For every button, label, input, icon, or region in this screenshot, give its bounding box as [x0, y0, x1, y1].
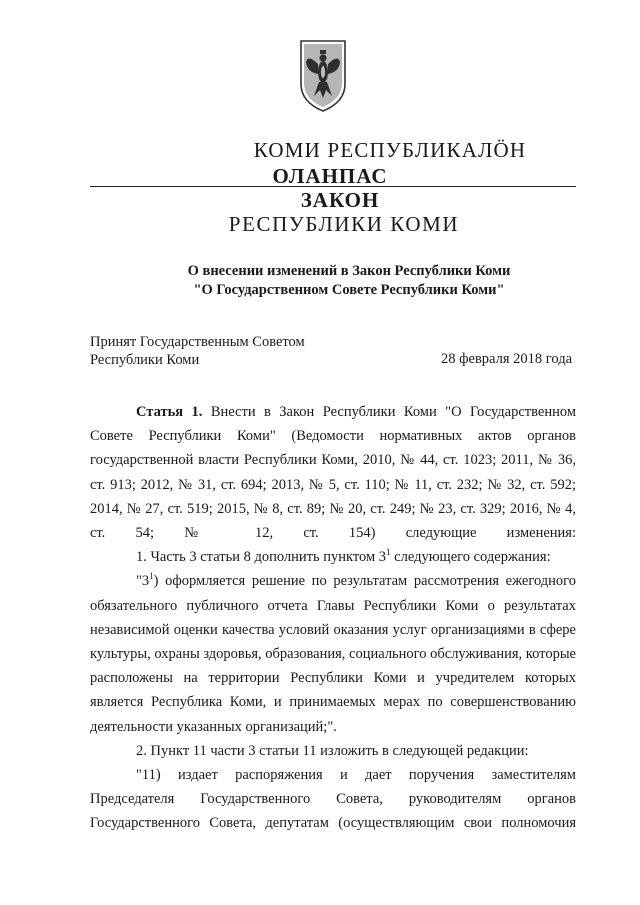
superscript: 1: [149, 571, 154, 582]
law-word: ЗАКОН: [300, 188, 380, 212]
coat-of-arms-icon: [298, 38, 348, 114]
amendment-item-1: [90, 545, 576, 569]
article-1-paragraph: [90, 400, 576, 545]
article-1-text: Внести в Закон Республики Коми "О Государственном Совете Республики Коми" (Ведомости нормативных актов органов государственной власти Республики Коми, 2010, № 44, ст. 1023; 2011, № 36, ст. 913; 2012, № 31, ст. 694; 2013, № 5, ст. 110; № 11, ст. 232; № 32, ст. 592; 2014, № 27, ст. 519; 2015, № 8, ст. 89; № 20, ст. 249; № 23, ст. 329; 2016, № 4, ст. 54; № 12, ст. 154) следующие изменения:: [90, 404, 576, 542]
amendment-quote-1: [90, 569, 576, 738]
adoption-line: Республики Коми: [90, 352, 200, 368]
adoption-date: 28 февраля 2018 года: [441, 351, 573, 367]
adoption-note: [90, 333, 305, 369]
amendment-item-1-text: следующего содержания:: [390, 549, 551, 566]
adoption-line: Принят Государственным Советом: [90, 334, 305, 350]
quote-1-text: ) оформляется решение по результатам рассмотрения ежегодного обязательного публичного отчета Главы Республики Коми о результатах независимой оценки качества условий оказания услуг организациями в сфере культуры, охраны здоровья, образования, социального обслуживания, которые расположены на территории Республики Коми и учредителем которых является Республика Коми, и принимаемых мерах по совершенствованию деятельности указанных организаций;".: [90, 573, 576, 735]
quote-1-text: "3: [136, 573, 150, 590]
article-1-heading: Статья 1.: [136, 404, 203, 420]
header-divider: [90, 186, 576, 187]
komi-republic-name: КОМИ РЕСПУБЛИКАЛӦН: [253, 138, 527, 162]
amendment-quote-2: "11) издает распоряжения и дает поручения заместителям Председателя Государственного Совета, руководителям органов Государственного Совета, депутатам (осуществляющим свои полномочия: [90, 767, 576, 832]
komi-law-word: ОЛАНПАС: [272, 164, 388, 188]
amendment-item-2: 2. Пункт 11 части 3 статьи 11 изложить в следующей редакции:: [136, 742, 529, 759]
amendment-item-1-text: 1. Часть 3 статьи 8 дополнить пунктом 3: [136, 549, 387, 566]
republic-name: РЕСПУБЛИКИ КОМИ: [228, 212, 460, 236]
law-title: [150, 262, 548, 300]
law-title-line: О внесении изменений в Закон Республики Коми: [187, 263, 511, 279]
superscript: 1: [386, 547, 391, 558]
law-body: [90, 400, 576, 836]
law-title-line: "О Государственном Совете Республики Коми": [193, 282, 505, 298]
